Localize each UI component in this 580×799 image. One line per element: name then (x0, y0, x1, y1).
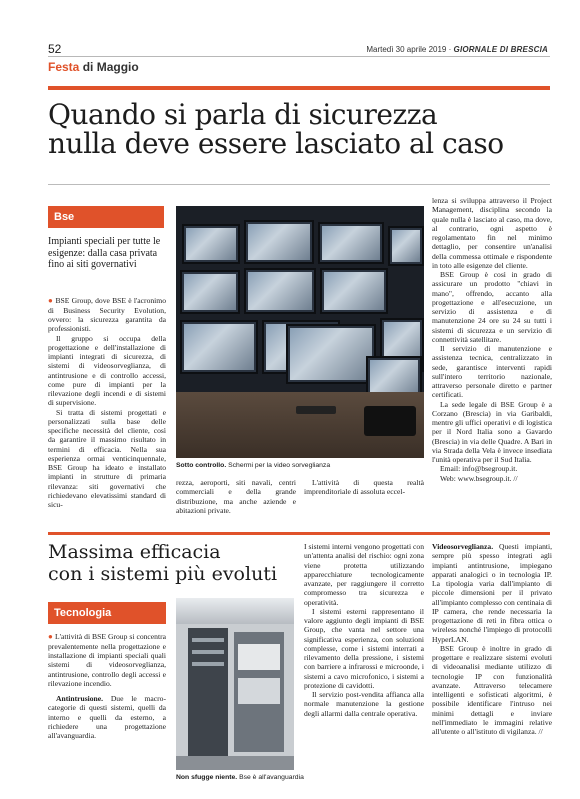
article2-col3-paragraph2: I sistemi esterni rappresentano il valore aggiunto degli impianti di BSE Group, che vanta nel settore una significativa esperienza, con soluzioni complesse, come i sistemi interrati a rilevamento della pressione, i sistemi con barriere a infrarossi e microonde, i sistemi a cavo microfonico, i sistemi a protezione di cavidotti. (304, 606, 424, 690)
article1-headline-line2: nulla deve essere lasciato al caso (48, 127, 504, 161)
article1-col1-paragraph1: ● BSE Group, dove BSE è l'acronimo di Business Security Evolution, ovvero: la sicurezza garantita da professionisti. (48, 296, 166, 334)
article2-col4-paragraph1: Videosorveglianza. Questi impianti, sempre più spesso integrati agli impianti antintrusione, impiegano apparati analogici o in tecnologia IP. La tipologia varia dall'impianto di piccole dimensioni per il privato all'impianto complesso con centinaia di IP camera, che rende necessaria la progettazione di reti in fibra ottica o wireless nonché l'impiego di protocolli HyperLAN. (432, 542, 552, 644)
article1-col1-paragraph2: Il gruppo si occupa della progettazione e dell'installazione di impianti integrati di sicurezza, di sistemi di videosorveglianza, di antintrusione e di controllo accessi, come pure di impianti per la rilevazione degli incendi e di sistemi di supervisione. (48, 333, 166, 408)
article2-tag: Tecnologia (48, 602, 166, 624)
section-label-part2: di Maggio (82, 60, 139, 74)
article1-caption (176, 462, 424, 469)
article2-col3-paragraph1: I sistemi interni vengono progettati con un'attenta analisi del rischio: ogni zona viene protetta utilizzando apparecchiature tecnologicamente avanzate, per raggiungere il corretto compromesso tra sicurezza e operatività. (304, 542, 424, 607)
article2-caption (176, 774, 316, 781)
article2-headline-line2: con i sistemi più evoluti (48, 562, 278, 585)
section-label (48, 60, 139, 74)
article2-column1 (48, 632, 166, 740)
section-label-part1: Festa (48, 60, 80, 74)
page-number: 52 (48, 42, 62, 56)
article2-headline-line1: Massima efficacia (48, 541, 221, 563)
dateline: Martedì 30 aprile 2019 · GIORNALE DI BRESCIA (366, 45, 548, 54)
article2-col1-paragraph2: Antintrusione. Due le macro-categorie di questi sistemi, quelli da interno e quelli da esterno, a richiedere una progettazione all'avanguardia. (48, 694, 166, 740)
article2-rule (48, 532, 550, 535)
article1-divider (48, 184, 550, 185)
article1-col4-web: Web: www.bsegroup.it. // (440, 473, 518, 483)
header-divider (48, 56, 550, 57)
article1-column2 (176, 478, 296, 515)
article1-headline-line1: Quando si parla di sicurezza (48, 98, 438, 131)
article1-column4 (432, 196, 552, 483)
article1-col4-paragraph2: BSE Group è così in grado di assicurare un prodotto "chiavi in mano", offrendo, accanto alla progettazione e all'esecuzione, un servizio di assistenza e di manutenzione 24 ore su 24 su tutti i sistemi di sicurezza e un servizio di connettività satellitare. (432, 270, 552, 344)
article2-col4-paragraph2: BSE Group è inoltre in grado di progettare e realizzare sistemi evoluti di videoanalisi mediante utilizzo di tecnologie IP con funzionalità avanzate. Attraverso telecamere intelligenti e sofisticati algoritmi, è possibile identificare l'intruso nei minimi dettagli e inviare nell'immediato le immagini relative all'utente o all'istituto di vigilanza. // (432, 643, 552, 736)
article1-col3-text: L'attività di questa realtà imprenditoriale di assoluta eccel- (304, 478, 424, 497)
article1-photo (176, 206, 424, 458)
article1-headline (48, 100, 558, 159)
newspaper-name: GIORNALE DI BRESCIA (453, 45, 548, 54)
article1-col1-paragraph3: Si tratta di sistemi progettati e personalizzati sulla base delle specifiche necessità del cliente, così da garantire il massimo risultato in termini di efficacia. Nella sua esperienza ormai venticinquennale, BSE Group ha ideato e installato impianti in strutture di primaria rilevanza: siti governativi che richiedevano elevatissimi standard di sicu- (48, 407, 166, 509)
article2-column4 (432, 542, 552, 736)
issue-date: Martedì 30 aprile 2019 (366, 45, 447, 54)
article2-caption-bold: Non sfugge niente. (176, 774, 238, 781)
article2-col1-paragraph1: ● L'attività di BSE Group si concentra prevalentemente nella progettazione e installazione di impianti speciali quali sistemi di videosorveglianza, antintrusione, controllo degli accessi e rilevazione incendio. (48, 632, 166, 688)
article1-column3 (304, 478, 424, 497)
article1-col4-paragraph1: lenza si sviluppa attraverso il Project Management, disciplina secondo la quale nulla è lasciato al caso, ma dove, al contrario, ogni aspetto è regolamentato fin nel minimo dettaglio, per consentire un'analisi della commessa ottimale e rispondente in toto alle esigenze del cliente. (432, 196, 552, 270)
bullet-icon: ● (48, 632, 56, 641)
section-rule (48, 86, 550, 90)
article1-col2-text: rezza, aeroporti, siti navali, centri commerciali e della grande distribuzione, ma anche aziende e abitazioni private. (176, 478, 296, 515)
article1-tag: Bse (48, 206, 164, 228)
bullet-icon: ● (48, 296, 56, 305)
article2-photo (176, 598, 294, 770)
article1-col4-paragraph4: La sede legale di BSE Group è a Corzano (Brescia) in via Garibaldi, mentre gli uffici operativi e di logistica per il Nord Italia sono a Gavardo (Brescia) in via delle Quadre. A Bari in via Strada della Vela è invece insediata l'unità operativa per il Sud Italia. (432, 399, 552, 464)
article1-col4-email: Email: info@bsegroup.it. (440, 464, 518, 474)
article1-caption-bold: Sotto controllo. (176, 462, 227, 469)
article1-col4-paragraph3: Il servizio di manutenzione e assistenza tecnica, centralizzato in sede, garantisce interventi rapidi sull'intero territorio nazionale, attraverso personale diretto e partner certificati. (432, 344, 552, 400)
article2-headline (48, 542, 288, 586)
article1-column1 (48, 296, 166, 509)
article2-column3 (304, 542, 424, 718)
article1-caption-text: Schermi per la video sorveglianza (228, 462, 331, 469)
article1-subhead: Impianti speciali per tutte le esigenze: dalla casa privata fino ai siti governativi (48, 236, 161, 270)
article2-caption-text: Bse è all'avanguardia (239, 774, 304, 781)
article2-col3-paragraph3: Il servizio post-vendita affianca alla normale manutenzione la gestione degli allarmi dalla centrale operativa. (304, 690, 424, 718)
